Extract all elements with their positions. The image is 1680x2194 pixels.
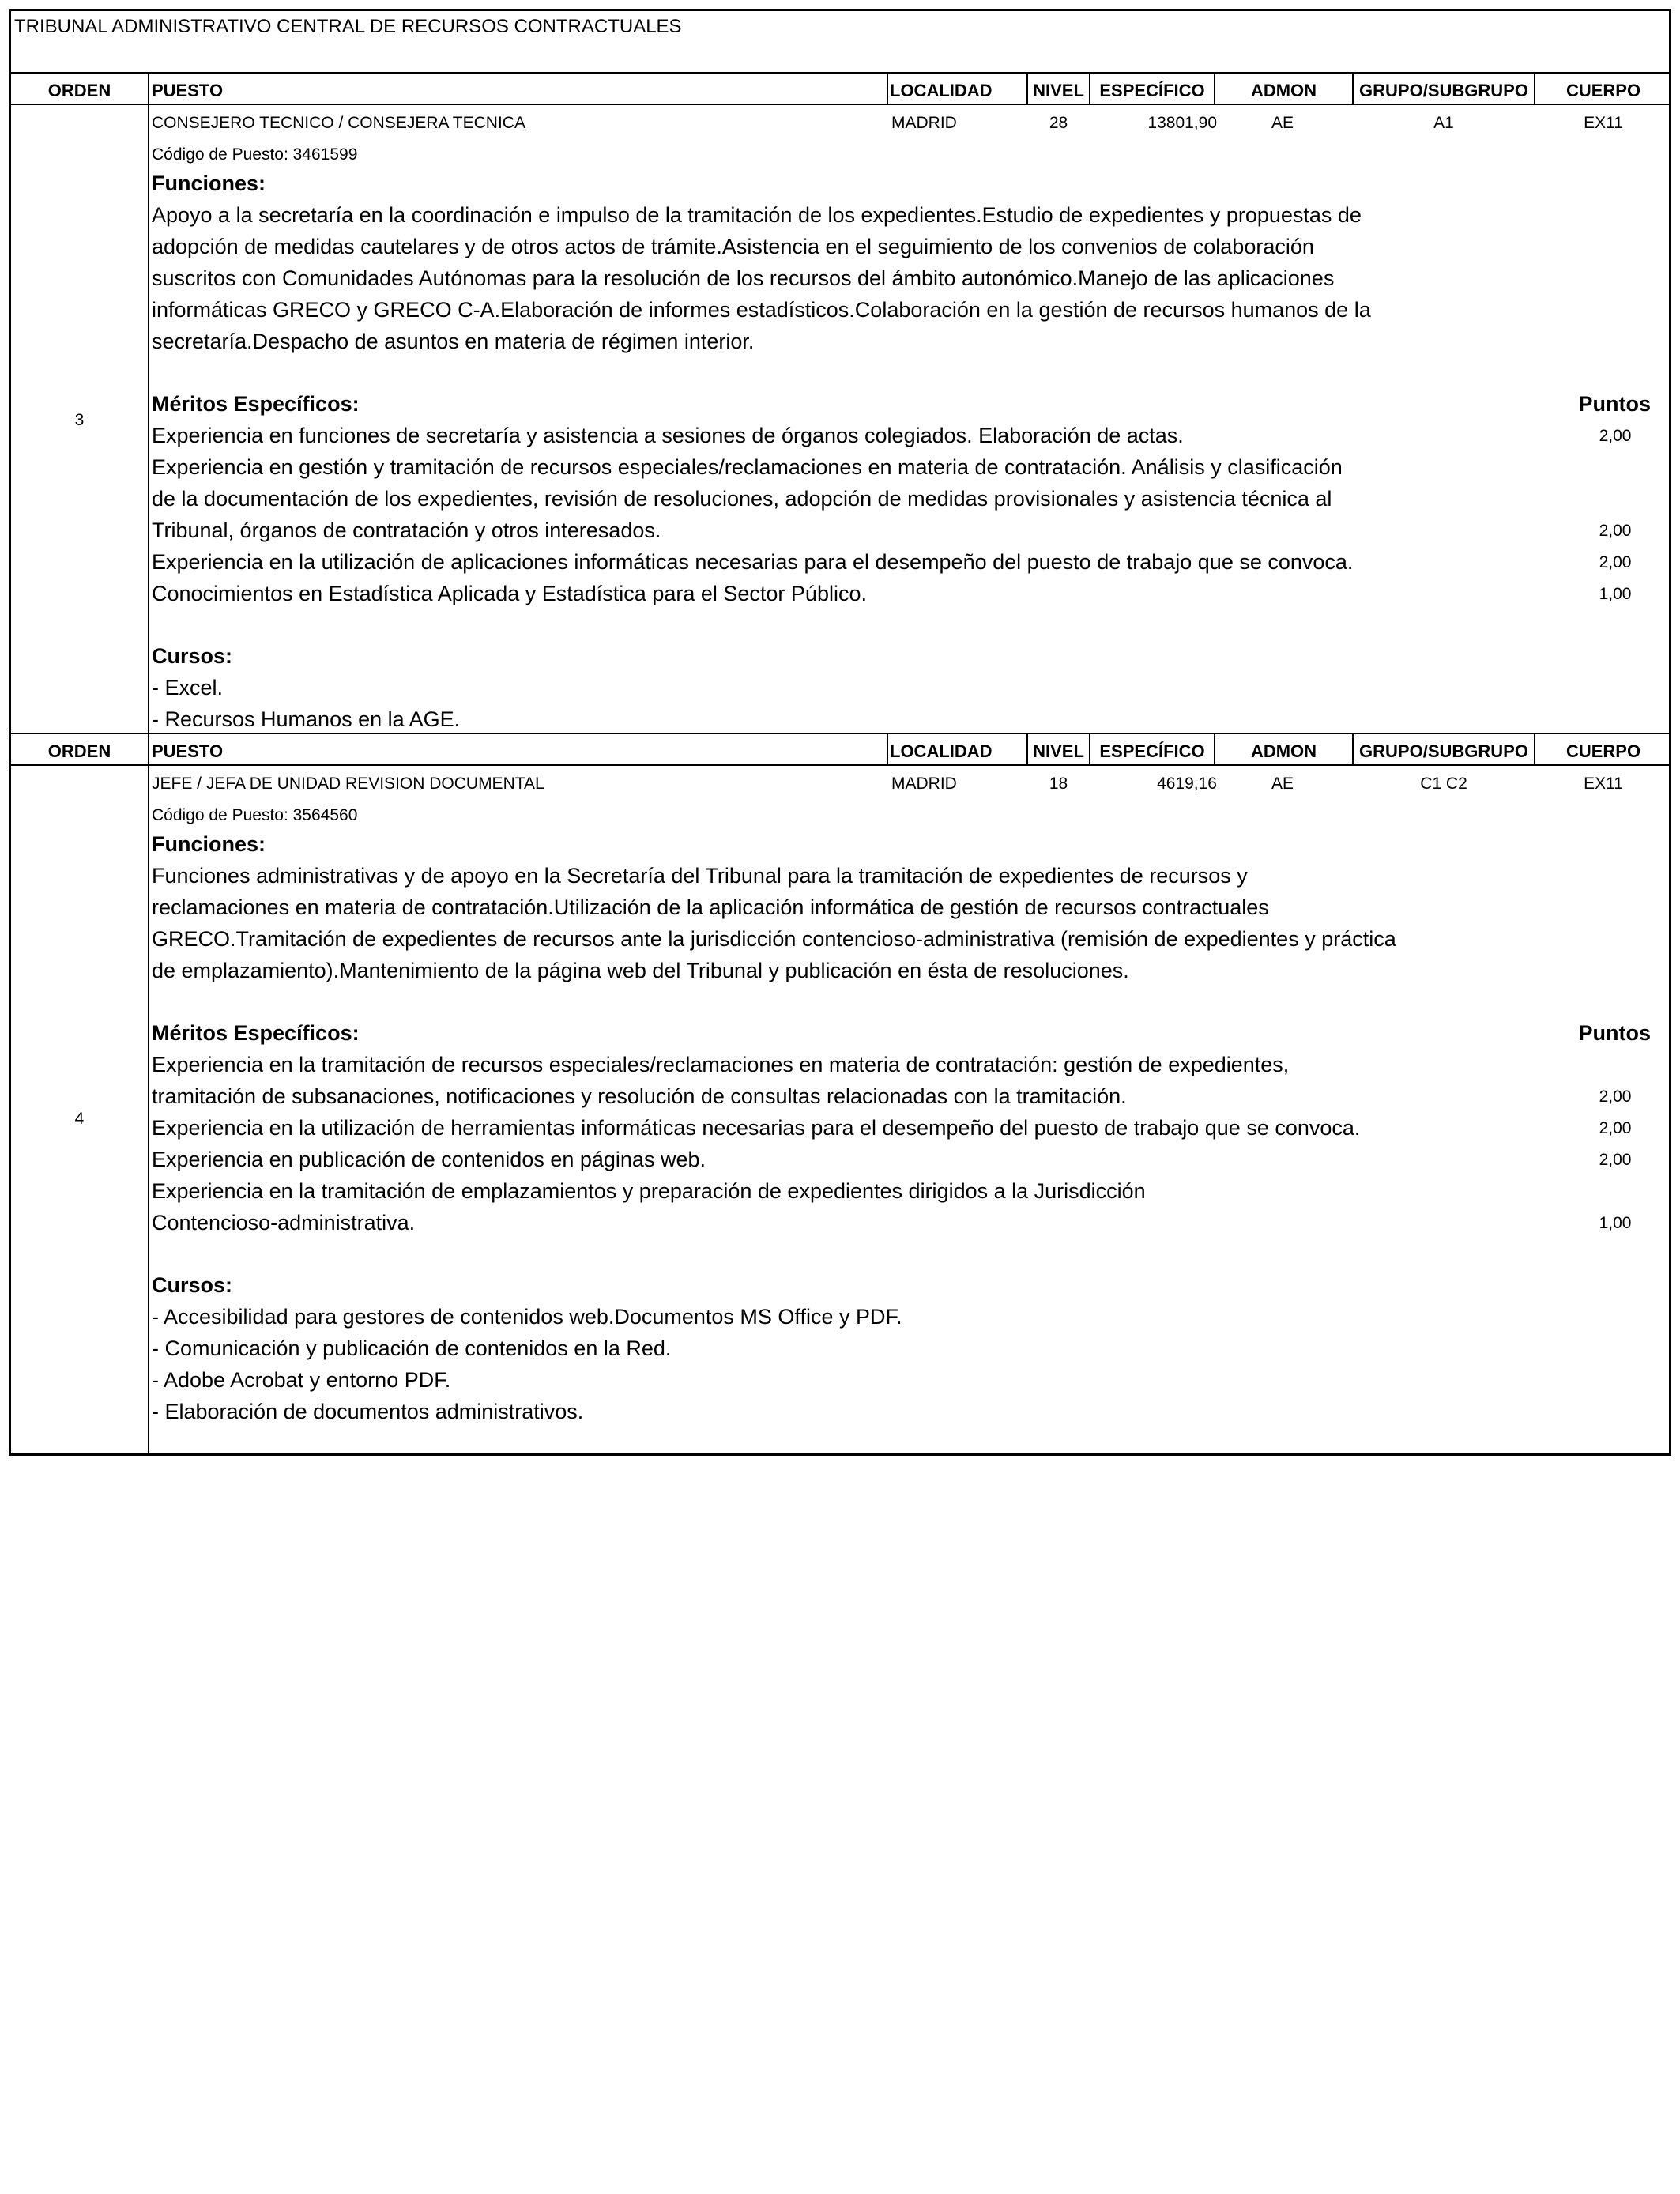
puntos-label: Puntos xyxy=(1578,392,1651,416)
header-especifico: ESPECÍFICO xyxy=(1099,81,1205,100)
funciones-line: Apoyo a la secretaría en la coordinación e impulso de la tramitación de los expedientes.Estudio de expedientes y propuestas de xyxy=(152,203,1362,227)
column-divider xyxy=(887,73,888,104)
header-grupo: GRUPO/SUBGRUPO xyxy=(1359,741,1528,761)
header-localidad: LOCALIDAD xyxy=(890,741,993,761)
cursos-label: Cursos: xyxy=(152,644,233,668)
header-admon: ADMON xyxy=(1250,741,1317,761)
curso-line: - Adobe Acrobat y entorno PDF. xyxy=(152,1368,451,1392)
header-especifico: ESPECÍFICO xyxy=(1099,741,1205,761)
header-orden: ORDEN xyxy=(47,741,111,761)
header-cuerpo: CUERPO xyxy=(1565,741,1641,761)
merito-line: Tribunal, órganos de contratación y otros interesados. xyxy=(152,518,661,542)
meritos-label: Méritos Específicos: xyxy=(152,1021,360,1045)
merito-points: 2,00 xyxy=(1599,1119,1632,1137)
header-nivel: NIVEL xyxy=(1033,81,1084,100)
merito-points: 2,00 xyxy=(1599,522,1632,540)
codigo-puesto: Código de Puesto: 3461599 xyxy=(152,145,358,164)
merito-line: Experiencia en gestión y tramitación de recursos especiales/reclamaciones en materia de contratación. Análisis y clasificación xyxy=(152,455,1343,479)
header-puesto: PUESTO xyxy=(152,741,224,761)
merito-points: 1,00 xyxy=(1599,1214,1632,1232)
funciones-label: Funciones: xyxy=(152,172,266,195)
merito-line: tramitación de subsanaciones, notificaciones y resolución de consultas relacionadas con la tramitación. xyxy=(152,1084,1127,1108)
curso-line: - Elaboración de documentos administrativos. xyxy=(152,1400,584,1423)
header-cuerpo: CUERPO xyxy=(1565,81,1641,100)
funciones-line: suscritos con Comunidades Autónomas para la resolución de los recursos del ámbito autonómico.Manejo de las aplicaciones xyxy=(152,266,1335,290)
cuerpo-value: EX11 xyxy=(1584,114,1623,132)
localidad-value: MADRID xyxy=(891,114,957,132)
funciones-line: reclamaciones en materia de contratación.Utilización de la aplicación informática de gestión de recursos contractuales xyxy=(152,895,1269,919)
merito-points: 2,00 xyxy=(1599,427,1632,445)
merito-line: de la documentación de los expedientes, revisión de resoluciones, adopción de medidas provisionales y asistencia técnica al xyxy=(152,487,1332,511)
localidad-value: MADRID xyxy=(891,775,957,793)
merito-line: Experiencia en la tramitación de recursos especiales/reclamaciones en materia de contratación: gestión de expedientes, xyxy=(152,1053,1290,1076)
merito-line: Conocimientos en Estadística Aplicada y Estadística para el Sector Público. xyxy=(152,582,867,605)
funciones-line: adopción de medidas cautelares y de otros actos de trámite.Asistencia en el seguimiento de los convenios de colaboración xyxy=(152,235,1314,258)
codigo-puesto: Código de Puesto: 3564560 xyxy=(152,806,358,824)
funciones-line: Funciones administrativas y de apoyo en la Secretaría del Tribunal para la tramitación de expedientes de recursos y xyxy=(152,864,1248,888)
funciones-line: secretaría.Despacho de asuntos en materia de régimen interior. xyxy=(152,330,755,353)
puesto-value: CONSEJERO TECNICO / CONSEJERA TECNICA xyxy=(152,114,525,132)
curso-line: - Comunicación y publicación de contenidos en la Red. xyxy=(152,1336,672,1360)
admon-value: AE xyxy=(1271,114,1294,132)
nivel-value: 28 xyxy=(1049,114,1068,132)
puntos-label: Puntos xyxy=(1578,1021,1651,1045)
merito-points: 1,00 xyxy=(1599,585,1632,603)
column-divider xyxy=(148,73,149,1454)
merito-line: Experiencia en la tramitación de emplazamientos y preparación de expedientes dirigidos a la Jurisdicción xyxy=(152,1179,1146,1203)
header-grupo: GRUPO/SUBGRUPO xyxy=(1359,81,1528,100)
header-orden: ORDEN xyxy=(47,81,111,100)
merito-points: 2,00 xyxy=(1599,1151,1632,1169)
especifico-value: 4619,16 xyxy=(1157,775,1217,793)
funciones-line: informáticas GRECO y GRECO C-A.Elaboración de informes estadísticos.Colaboración en la gestión de recursos humanos de la xyxy=(152,298,1371,322)
rule xyxy=(11,764,1669,766)
header-puesto: PUESTO xyxy=(152,81,224,100)
document-title: TRIBUNAL ADMINISTRATIVO CENTRAL DE RECURSOS CONTRACTUALES xyxy=(14,16,682,37)
funciones-line: de emplazamiento).Mantenimiento de la página web del Tribunal y publicación en ésta de resoluciones. xyxy=(152,959,1129,982)
meritos-label: Méritos Específicos: xyxy=(152,392,360,416)
orden-value: 3 xyxy=(74,411,85,429)
header-localidad: LOCALIDAD xyxy=(890,81,993,100)
curso-line: - Recursos Humanos en la AGE. xyxy=(152,707,461,731)
rule xyxy=(11,72,1669,74)
merito-points: 2,00 xyxy=(1599,1088,1632,1106)
admon-value: AE xyxy=(1271,775,1294,793)
merito-points: 2,00 xyxy=(1599,553,1632,571)
merito-line: Experiencia en la utilización de aplicaciones informáticas necesarias para el desempeño del puesto de trabajo que se convoca. xyxy=(152,550,1354,574)
merito-line: Experiencia en publicación de contenidos en páginas web. xyxy=(152,1148,706,1171)
orden-value: 4 xyxy=(74,1110,85,1128)
column-divider xyxy=(887,733,888,765)
nivel-value: 18 xyxy=(1049,775,1068,793)
funciones-label: Funciones: xyxy=(152,832,266,856)
especifico-value: 13801,90 xyxy=(1147,114,1217,132)
merito-line: Contencioso-administrativa. xyxy=(152,1211,416,1235)
curso-line: - Accesibilidad para gestores de contenidos web.Documentos MS Office y PDF. xyxy=(152,1305,902,1329)
curso-line: - Excel. xyxy=(152,676,224,699)
puesto-value: JEFE / JEFA DE UNIDAD REVISION DOCUMENTAL xyxy=(152,775,544,793)
document-table xyxy=(9,9,1671,1456)
header-nivel: NIVEL xyxy=(1033,741,1084,761)
cuerpo-value: EX11 xyxy=(1584,775,1623,793)
rule xyxy=(11,104,1669,105)
grupo-value: A1 xyxy=(1433,114,1454,132)
cursos-label: Cursos: xyxy=(152,1273,233,1297)
funciones-line: GRECO.Tramitación de expedientes de recursos ante la jurisdicción contencioso-administrativa (remisión de expedientes y práctica xyxy=(152,927,1396,951)
merito-line: Experiencia en funciones de secretaría y asistencia a sesiones de órganos colegiados. Elaboración de actas. xyxy=(152,424,1184,447)
rule xyxy=(11,733,1669,734)
merito-line: Experiencia en la utilización de herramientas informáticas necesarias para el desempeño del puesto de trabajo que se convoca. xyxy=(152,1116,1361,1140)
grupo-value: C1 C2 xyxy=(1420,775,1467,793)
header-admon: ADMON xyxy=(1250,81,1317,100)
